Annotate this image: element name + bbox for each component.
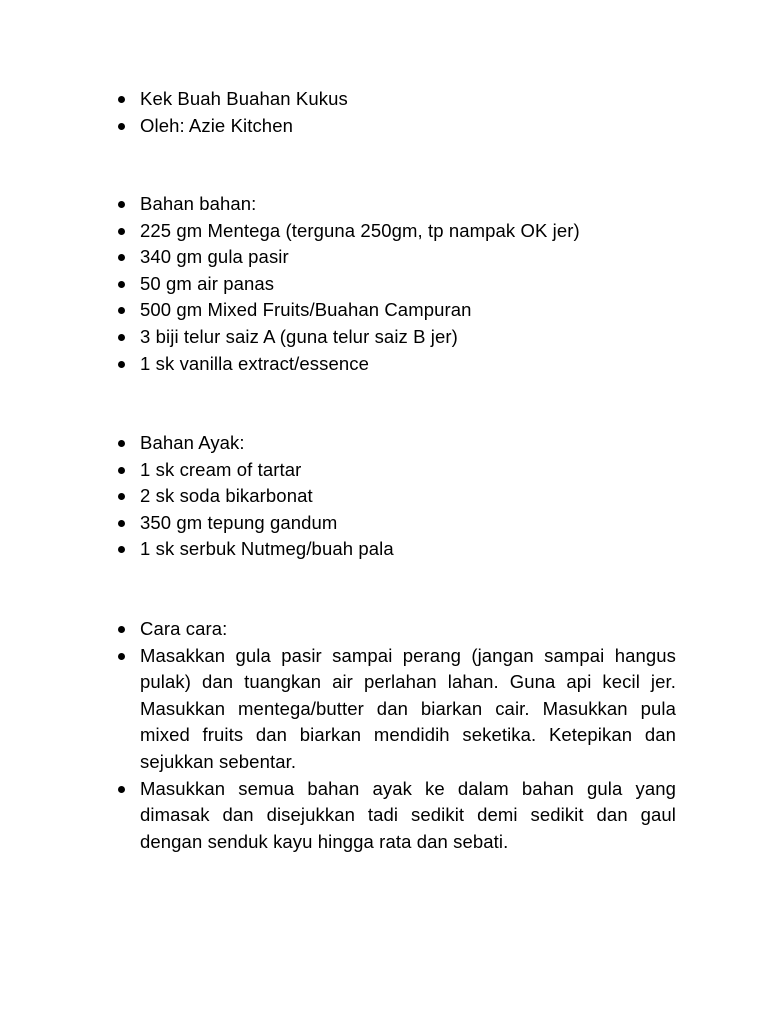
list-item: 1 sk cream of tartar [118, 457, 676, 484]
bullet-icon [118, 228, 125, 235]
bullet-icon [118, 626, 125, 633]
bullet-icon [118, 281, 125, 288]
list-item: 2 sk soda bikarbonat [118, 483, 676, 510]
bullet-icon [118, 201, 125, 208]
bullet-icon [118, 493, 125, 500]
recipe-author-text: Oleh: Azie Kitchen [140, 114, 293, 136]
bullet-icon [118, 546, 125, 553]
bullet-icon [118, 307, 125, 314]
method-step: Masakkan gula pasir sampai perang (jangan sampai hangus pulak) dan tuangkan air perlahan lahan. Guna api kecil jer. Masukkan mentega/butter dan biarkan cair. Masukkan pula mixed fruits dan biarkan mendidih seketika. Ketepikan dan sejukkan sebentar. [118, 643, 676, 776]
list-item: 1 sk vanilla extract/essence [118, 351, 676, 378]
recipe-title [118, 86, 676, 113]
bullet-icon [118, 467, 125, 474]
bullet-icon [118, 334, 125, 341]
list-item: 50 gm air panas [118, 271, 676, 298]
recipe-author [118, 113, 676, 140]
bullet-icon [118, 440, 125, 447]
ingredients-list [118, 191, 676, 377]
title-list [118, 86, 676, 139]
list-item: 340 gm gula pasir [118, 244, 676, 271]
method-step: Masukkan semua bahan ayak ke dalam bahan gula yang dimasak dan disejukkan tadi sedikit demi sedikit dan gaul dengan senduk kayu hingga rata dan sebati. [118, 776, 676, 856]
list-item: 350 gm tepung gandum [118, 510, 676, 537]
bullet-icon [118, 254, 125, 261]
list-item: 1 sk serbuk Nutmeg/buah pala [118, 536, 676, 563]
bullet-icon [118, 96, 125, 103]
bullet-icon [118, 520, 125, 527]
recipe-title-text: Kek Buah Buahan Kukus [140, 88, 348, 109]
list-item: 225 gm Mentega (terguna 250gm, tp nampak OK jer) [118, 218, 676, 245]
sifted-ingredients-heading: Bahan Ayak: [118, 430, 676, 457]
method-list [118, 616, 676, 855]
list-item: 3 biji telur saiz A (guna telur saiz B jer) [118, 324, 676, 351]
method-heading: Cara cara: [118, 616, 676, 643]
sifted-ingredients-list [118, 430, 676, 563]
bullet-icon [118, 123, 125, 130]
bullet-icon [118, 786, 125, 793]
ingredients-heading: Bahan bahan: [118, 191, 676, 218]
bullet-icon [118, 361, 125, 368]
list-item: 500 gm Mixed Fruits/Buahan Campuran [118, 297, 676, 324]
bullet-icon [118, 653, 125, 660]
